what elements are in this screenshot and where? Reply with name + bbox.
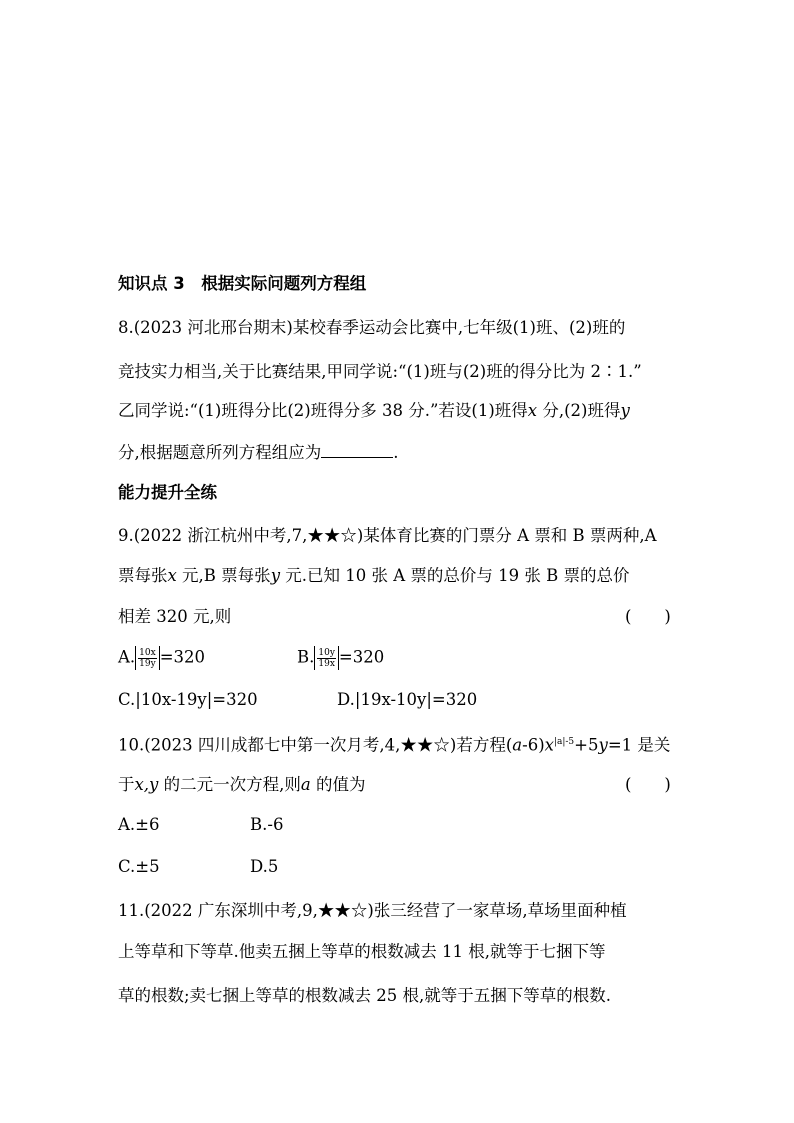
- q9-option-a[interactable]: [118, 646, 205, 670]
- q10-line-1: [118, 732, 670, 756]
- q8-var-y: y: [620, 401, 630, 420]
- q10-var-x: x: [544, 735, 554, 755]
- q9-option-d[interactable]: D.|19x-10y|=320: [337, 690, 478, 709]
- q8-line-4-text: 分,根据题意所列方程组应为: [118, 443, 322, 462]
- q9-line-2: [118, 566, 630, 586]
- q9-line-3: 相差 320 元,则: [118, 607, 232, 626]
- q10-var-y: y: [598, 735, 608, 755]
- q10-line-1-text-c: +5: [574, 735, 599, 755]
- q10-line-1-text-d: =1 是关: [607, 735, 671, 755]
- q11-line-3: 草的根数;卖七捆上等草的根数减去 25 根,就等于五捆下等草的根数.: [118, 986, 612, 1005]
- q8-line-4-end: .: [393, 443, 399, 462]
- q9-option-c[interactable]: C.|10x-19y|=320: [118, 690, 258, 709]
- q9-line-2-text-c: 元.已知 10 张 A 票的总价与 19 张 B 票的总价: [280, 566, 630, 585]
- q8-line-2: 竞技实力相当,关于比赛结果,甲同学说:“(1)班与(2)班的得分比为 2∶1.”: [118, 362, 642, 381]
- q10-option-c[interactable]: C.±5: [118, 857, 160, 876]
- fraction-denominator: 19y: [139, 659, 156, 669]
- fraction: [138, 648, 157, 669]
- q9-var-x: x: [167, 566, 177, 585]
- q9-option-a-label: A.: [118, 647, 136, 667]
- q9-option-b-rhs: =320: [338, 647, 385, 667]
- fraction: [317, 648, 336, 669]
- ability-heading: 能力提升全练: [118, 483, 217, 502]
- q8-line-4: [118, 443, 399, 463]
- q8-line-1: 8.(2023 河北邢台期末)某校春季运动会比赛中,七年级(1)班、(2)班的: [118, 318, 626, 337]
- abs-bars: [135, 646, 160, 670]
- q8-var-x: x: [527, 401, 538, 420]
- fraction-numerator: 10y: [318, 648, 335, 658]
- q10-var-a-2: a: [300, 775, 311, 794]
- q9-answer-paren[interactable]: ( ): [625, 607, 671, 626]
- q10-option-a[interactable]: A.±6: [118, 815, 160, 834]
- q8-line-3-text-a: 乙同学说:“(1)班得分比(2)班得分多 38 分.”若设(1)班得: [118, 401, 528, 420]
- q10-exponent: |a|-5: [553, 737, 575, 747]
- q10-line-1-text-a: 10.(2023 四川成都七中第一次月考,4,★★☆)若方程(: [118, 735, 513, 755]
- section-heading: 知识点 3 根据实际问题列方程组: [118, 274, 367, 293]
- q9-option-b[interactable]: [297, 646, 384, 670]
- q8-line-3-text-b: 分,(2)班得: [537, 401, 621, 420]
- abs-bars: [314, 646, 339, 670]
- q10-option-b[interactable]: B.-6: [250, 815, 284, 834]
- q10-line-2-text-b: 的二元一次方程,则: [158, 775, 301, 794]
- q10-answer-paren[interactable]: ( ): [625, 775, 671, 794]
- q9-var-y: y: [270, 566, 281, 585]
- q9-line-2-text-b: 元,B 票每张: [176, 566, 271, 585]
- fraction-numerator: 10x: [139, 648, 156, 658]
- q10-line-2-text-a: 于: [118, 775, 135, 794]
- q11-line-1: 11.(2022 广东深圳中考,9,★★☆)张三经营了一家草场,草场里面种植: [118, 901, 627, 920]
- q11-line-2: 上等草和下等草.他卖五捆上等草的根数减去 11 根,就等于七捆下等: [118, 942, 606, 961]
- fraction-denominator: 19x: [318, 659, 335, 669]
- q9-line-2-text-a: 票每张: [118, 566, 168, 585]
- q10-var-xy: x,y: [134, 775, 159, 794]
- q9-line-1: 9.(2022 浙江杭州中考,7,★★☆)某体育比赛的门票分 A 票和 B 票两种,A: [118, 526, 657, 545]
- q10-option-d[interactable]: D.5: [250, 857, 279, 876]
- q10-line-1-text-b: -6): [522, 735, 545, 755]
- answer-blank[interactable]: [321, 443, 393, 458]
- q10-line-2: [118, 775, 365, 795]
- q10-var-a: a: [512, 735, 523, 755]
- q8-line-3: [118, 401, 630, 421]
- q9-option-a-rhs: =320: [159, 647, 206, 667]
- q10-line-2-text-c: 的值为: [310, 775, 366, 794]
- q9-option-b-label: B.: [297, 647, 315, 667]
